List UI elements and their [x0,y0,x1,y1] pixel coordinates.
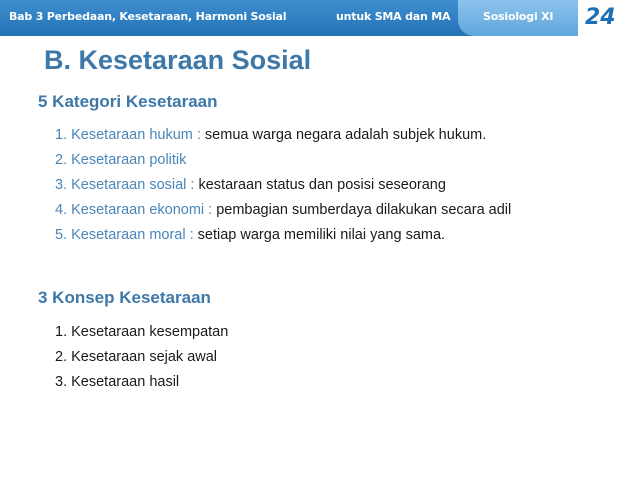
item-term: 1. Kesetaraan hukum : [55,127,205,143]
concepts-list [55,320,228,395]
list-item: 2. Kesetaraan sejak awal [55,349,218,365]
header-bar [0,0,578,36]
page-title: B. Kesetaraan Sosial [44,45,312,75]
page-number: 24 [585,5,616,30]
subject-label: Sosiologi XI [483,10,554,23]
item-desc: setiap warga memiliki nilai yang sama. [197,227,446,243]
list-item [55,173,511,198]
item-term: 3. Kesetaraan sosial : [55,177,199,193]
item-desc: semua warga negara adalah subjek hukum. [204,127,487,143]
item-term: 2. Kesetaraan politik [55,152,187,168]
section-heading-categories: 5 Kategori Kesetaraan [38,92,218,111]
chapter-title: Bab 3 Perbedaan, Kesetaraan, Harmoni Sosial [9,10,287,23]
item-term: 4. Kesetaraan ekonomi : [55,202,217,218]
item-term: 5. Kesetaraan moral : [55,227,198,243]
list-item [55,223,511,248]
item-desc: pembagian sumberdaya dilakukan secara adil [216,202,512,218]
list-item: 3. Kesetaraan hasil [55,374,180,390]
categories-list [55,123,511,248]
level-label: untuk SMA dan MA [336,10,451,23]
list-item [55,148,511,173]
list-item: 1. Kesetaraan kesempatan [55,324,229,340]
list-item [55,123,511,148]
item-desc: kestaraan status dan posisi seseorang [198,177,446,193]
list-item [55,198,511,223]
section-heading-concepts: 3 Konsep Kesetaraan [38,288,211,307]
